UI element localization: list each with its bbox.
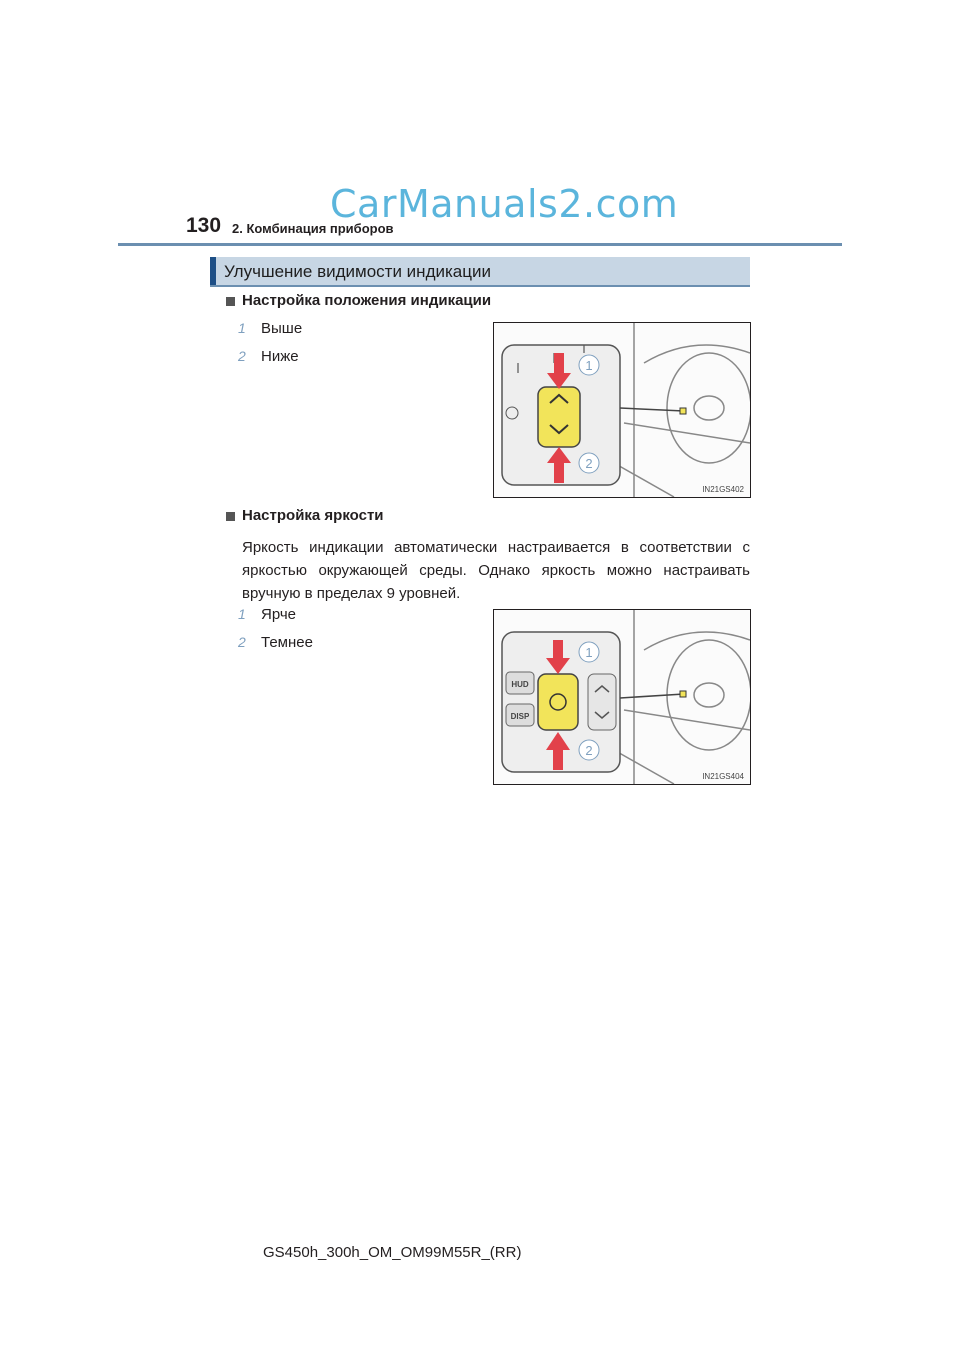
section-header	[210, 257, 750, 287]
subheading-position: Настройка положения индикации	[242, 292, 492, 309]
callout-1: 1	[585, 645, 593, 660]
brightness-paragraph: Яркость индикации автоматически настраивается в соответствии с яркостью окружающей среды. Однако яркость можно настраивать вручную в пределах 9 уровней.	[242, 539, 750, 602]
figure-code: IN21GS404	[702, 772, 744, 781]
subheading-brightness: Настройка яркости	[242, 507, 384, 524]
disp-button-label: DISP	[510, 712, 530, 721]
callout-2: 2	[585, 456, 593, 471]
callout-2: 2	[585, 743, 593, 758]
watermark: CarManuals2.com	[330, 182, 679, 226]
item-label-dimmer: Темнее	[261, 634, 313, 651]
hud-button-label: HUD	[511, 680, 529, 689]
item-number: 2	[238, 634, 246, 650]
chapter-title: 2. Комбинация приборов	[232, 221, 394, 236]
callout-1: 1	[585, 358, 593, 373]
figure-code: IN21GS402	[702, 485, 744, 494]
item-number: 1	[238, 606, 246, 622]
item-number: 2	[238, 348, 246, 364]
bullet-square-icon	[226, 297, 235, 306]
section-title: Улучшение видимости индикации	[224, 262, 491, 281]
item-number: 1	[238, 320, 246, 336]
brightness-switch-illustration	[494, 610, 750, 784]
figure-position-switch	[493, 322, 751, 498]
position-switch-illustration	[494, 323, 750, 497]
page-number: 130	[186, 214, 222, 237]
header-rule	[118, 243, 842, 246]
figure-brightness-switch	[493, 609, 751, 785]
item-label-higher: Выше	[261, 320, 303, 337]
item-label-brighter: Ярче	[261, 606, 297, 623]
bullet-square-icon	[226, 512, 235, 521]
footer-doc-id: GS450h_300h_OM_OM99M55R_(RR)	[263, 1244, 522, 1261]
item-label-lower: Ниже	[261, 348, 299, 365]
